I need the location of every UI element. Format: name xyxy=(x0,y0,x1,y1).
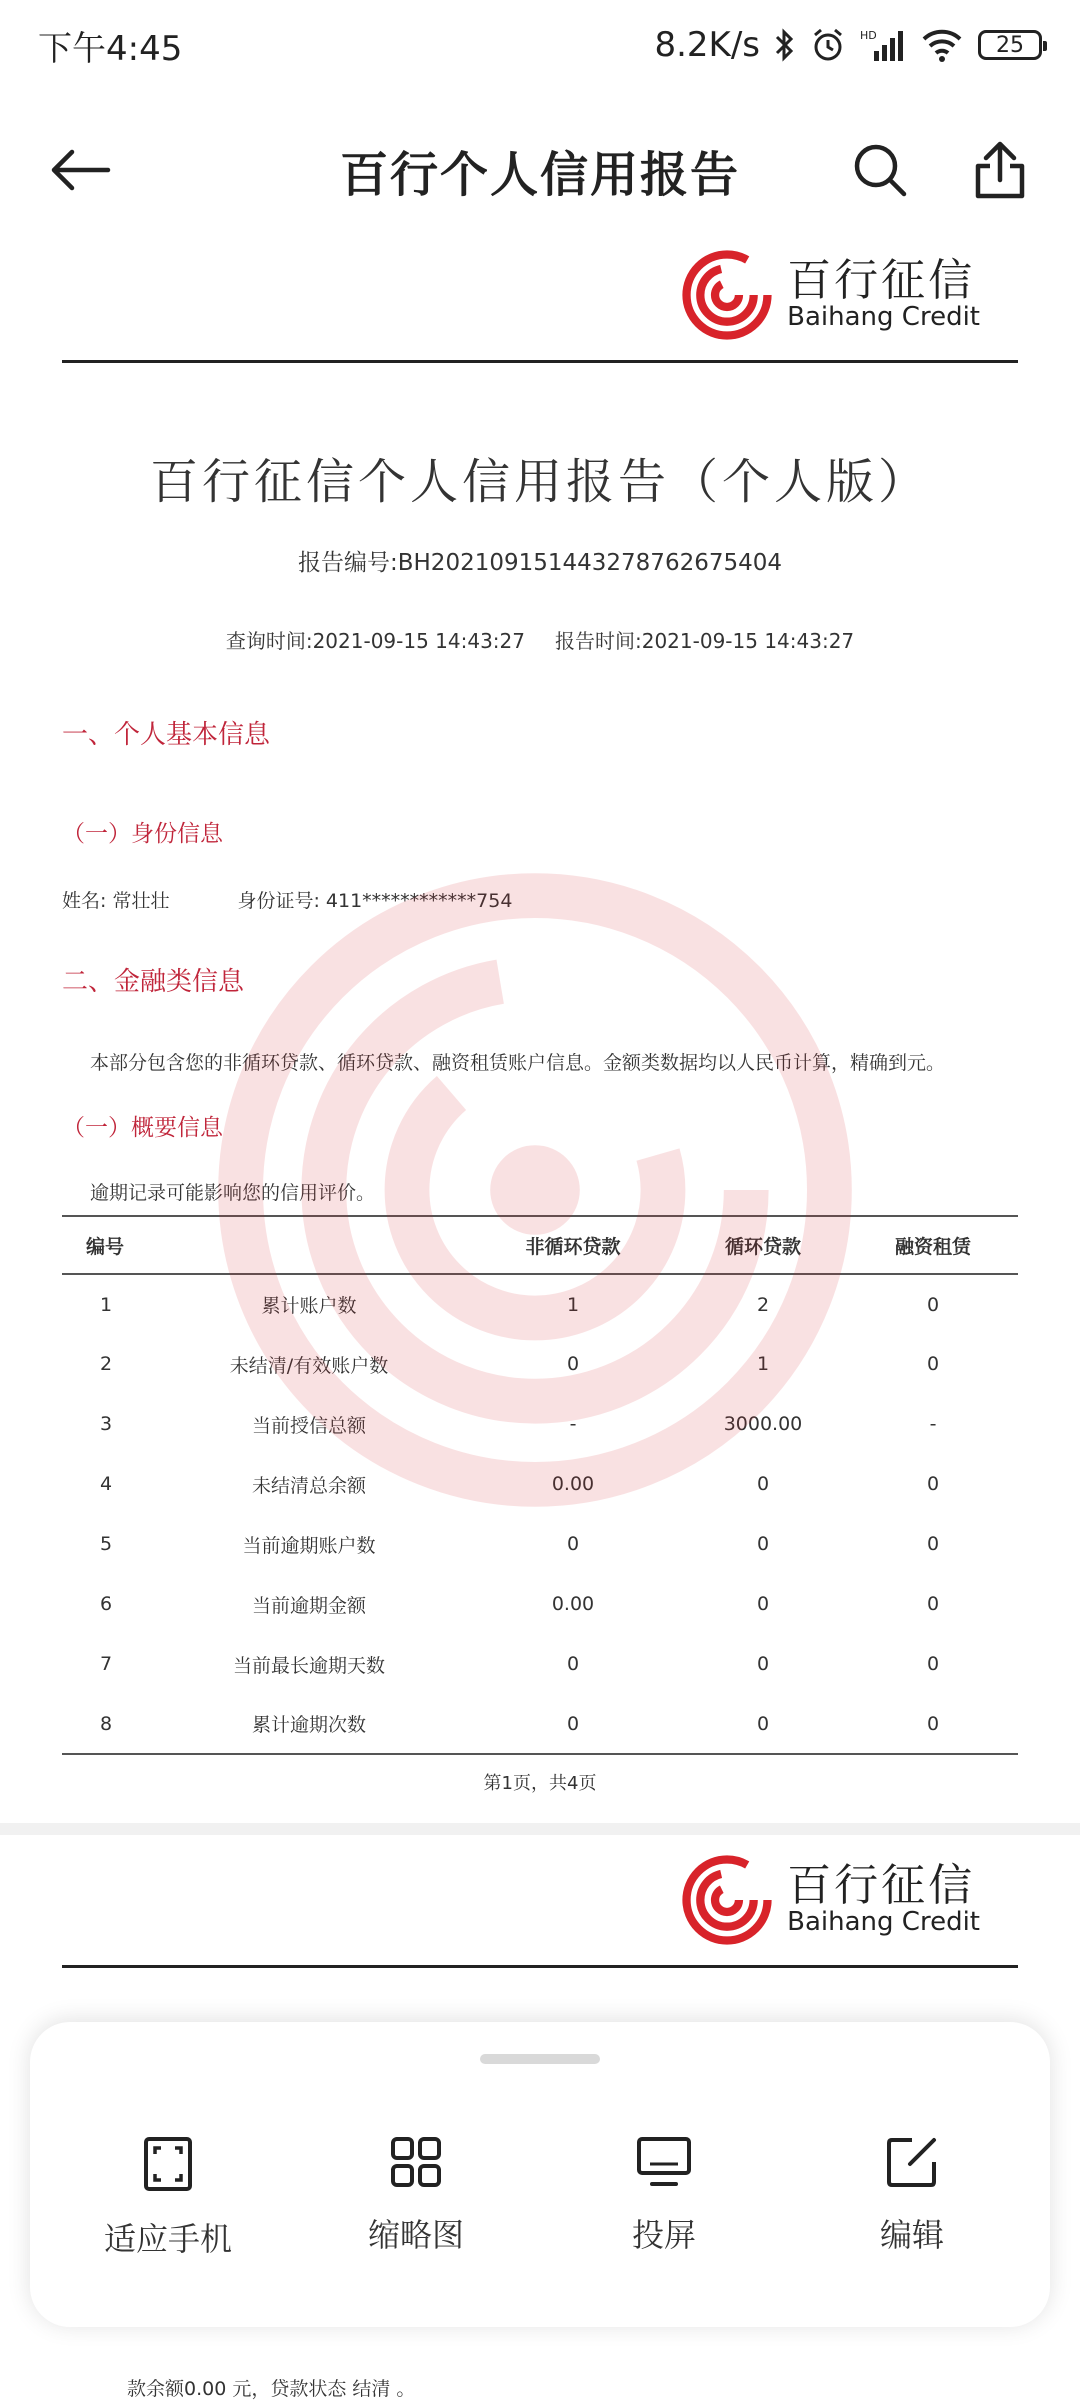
table-cell: 0 xyxy=(926,1353,940,1375)
subsection-overview: （一）概要信息 xyxy=(62,1115,223,1141)
table-cell: 8 xyxy=(62,1694,150,1754)
table-row xyxy=(62,1634,1018,1694)
col-header xyxy=(150,1216,468,1274)
table-cell: 当前最长逾期天数 xyxy=(232,1654,385,1677)
sheet-item-label: 投屏 xyxy=(631,2216,696,2254)
page2-tail-text: 款余额0.00 元，贷款状态 结清 。 xyxy=(127,2378,416,2400)
sheet-drag-handle[interactable] xyxy=(480,2054,600,2064)
table-row xyxy=(62,1574,1018,1634)
baihang-logo-icon xyxy=(681,249,773,341)
sheet-item-label: 适应手机 xyxy=(103,2220,232,2258)
svg-text:HD: HD xyxy=(860,29,877,42)
back-arrow-icon xyxy=(48,148,112,192)
bottom-action-sheet xyxy=(30,2022,1050,2327)
col-header: 非循环贷款 xyxy=(468,1216,678,1274)
section-financial-info: 二、金融类信息 xyxy=(62,967,245,997)
report-header-logo-page2 xyxy=(0,1835,1080,1965)
report-title: 百行征信个人信用报告（个人版） xyxy=(149,454,930,510)
bluetooth-icon xyxy=(774,27,796,63)
subsection-identity: （一）身份信息 xyxy=(62,821,223,847)
table-cell: 4 xyxy=(99,1473,113,1495)
table-cell: 0 xyxy=(756,1473,770,1495)
person-name: 姓名: 常壮壮 xyxy=(62,890,170,912)
table-row xyxy=(62,1394,1018,1454)
table-cell: 3000.00 xyxy=(723,1413,803,1435)
app-bar xyxy=(0,110,1080,230)
table-cell: 5 xyxy=(99,1533,113,1555)
report-header-logo xyxy=(0,230,1080,360)
section-basic-info: 一、个人基本信息 xyxy=(62,720,271,750)
table-cell: 0 xyxy=(926,1293,940,1316)
section-description: 本部分包含您的非循环贷款、循环贷款、融资租赁账户信息。金额类数据均以人民币计算，精确到元。 xyxy=(90,1052,946,1074)
report-time: 报告时间:2021-09-15 14:43:27 xyxy=(555,629,855,653)
table-header-row xyxy=(62,1216,1018,1274)
table-cell: 当前逾期账户数 xyxy=(242,1534,376,1557)
baihang-logo-icon xyxy=(681,1854,773,1946)
overdue-note: 逾期记录可能影响您的信用评价。 xyxy=(90,1182,376,1204)
table-cell: 未结清总余额 xyxy=(251,1474,366,1497)
table-cell: 0 xyxy=(678,1694,848,1754)
wifi-icon xyxy=(920,27,964,63)
share-button[interactable] xyxy=(960,130,1040,210)
table-cell: 0 xyxy=(926,1653,940,1675)
table-row xyxy=(62,1454,1018,1514)
page-separator xyxy=(0,1823,1080,1835)
col-header: 融资租赁 xyxy=(848,1216,1018,1274)
grid-icon xyxy=(390,2136,442,2188)
table-row xyxy=(62,1694,1018,1754)
table-cell: 6 xyxy=(99,1593,113,1615)
table-cell: 当前授信总额 xyxy=(251,1414,366,1437)
status-time: 下午4:45 xyxy=(38,28,183,69)
table-cell: 0 xyxy=(756,1533,770,1555)
report-number: 报告编号:BH20210915144327876267540​4 xyxy=(297,550,783,576)
edit-button[interactable] xyxy=(812,2136,1012,2260)
table-cell: 1 xyxy=(99,1293,113,1316)
logo-chinese: 百行征信 xyxy=(787,255,976,307)
logo-english: Baihang Credit xyxy=(787,1907,980,1938)
table-row xyxy=(62,1514,1018,1574)
net-speed: 8.2K/s xyxy=(654,25,760,65)
table-cell: 0 xyxy=(926,1593,940,1615)
logo-english: Baihang Credit xyxy=(787,302,980,333)
table-cell: - xyxy=(569,1413,577,1435)
table-cell: 3 xyxy=(99,1413,113,1435)
table-cell: 累计逾期次数 xyxy=(150,1694,468,1754)
status-bar xyxy=(0,0,1080,90)
search-button[interactable] xyxy=(840,130,920,210)
table-cell: 1 xyxy=(566,1293,580,1316)
id-number: 身份证号: 411************754 xyxy=(237,890,513,912)
search-icon xyxy=(852,142,908,198)
back-button[interactable] xyxy=(40,130,120,210)
table-row xyxy=(62,1334,1018,1394)
page-title: 百行个人信用报告 xyxy=(339,146,740,203)
status-icons xyxy=(654,25,1042,65)
col-header: 编号 xyxy=(62,1216,150,1274)
table-cell: 累计账户数 xyxy=(261,1295,357,1317)
table-cell: 未结清/有效账户数 xyxy=(229,1354,389,1377)
table-cell: 0 xyxy=(926,1473,940,1495)
sheet-item-label: 缩略图 xyxy=(367,2216,464,2254)
query-time: 查询时间:2021-09-15 14:43:27 xyxy=(225,629,525,653)
thumbnail-button[interactable] xyxy=(316,2136,516,2260)
table-cell: 当前逾期金额 xyxy=(251,1594,366,1617)
logo-chinese: 百行征信 xyxy=(787,1860,976,1912)
report-times xyxy=(0,625,1080,654)
table-cell: 0 xyxy=(756,1593,770,1615)
table-cell: 2 xyxy=(99,1353,113,1375)
overview-table xyxy=(62,1215,1018,1755)
table-cell: 0 xyxy=(566,1533,580,1555)
table-cell: 0 xyxy=(468,1694,678,1754)
alarm-icon xyxy=(810,27,846,63)
cast-screen-button[interactable] xyxy=(564,2136,764,2260)
table-cell: 1 xyxy=(756,1353,770,1375)
report-document[interactable] xyxy=(0,230,1080,2093)
table-cell: 0 xyxy=(848,1694,1018,1754)
fit-phone-button[interactable] xyxy=(68,2136,268,2260)
table-cell: 0 xyxy=(926,1533,940,1555)
monitor-icon xyxy=(636,2136,692,2188)
table-row xyxy=(62,1274,1018,1334)
table-cell: 0 xyxy=(756,1653,770,1675)
page-footer: 第1页，共4页 xyxy=(483,1773,597,1794)
table-cell: 0.00 xyxy=(551,1473,595,1495)
sheet-item-label: 编辑 xyxy=(879,2216,944,2254)
battery-icon: 25 xyxy=(978,30,1042,60)
header-divider xyxy=(62,360,1018,363)
col-header: 循环贷款 xyxy=(678,1216,848,1274)
table-cell: 0 xyxy=(566,1353,580,1375)
edit-icon xyxy=(886,2136,938,2188)
table-cell: - xyxy=(929,1413,937,1435)
table-cell: 0 xyxy=(566,1653,580,1675)
signal-icon xyxy=(860,27,906,63)
table-cell: 2 xyxy=(756,1293,770,1316)
header-divider xyxy=(62,1965,1018,1968)
identity-row xyxy=(62,886,1080,913)
share-icon xyxy=(974,140,1026,200)
table-cell: 7 xyxy=(99,1653,113,1675)
fit-screen-icon xyxy=(143,2136,193,2192)
table-cell: 0.00 xyxy=(551,1593,595,1615)
